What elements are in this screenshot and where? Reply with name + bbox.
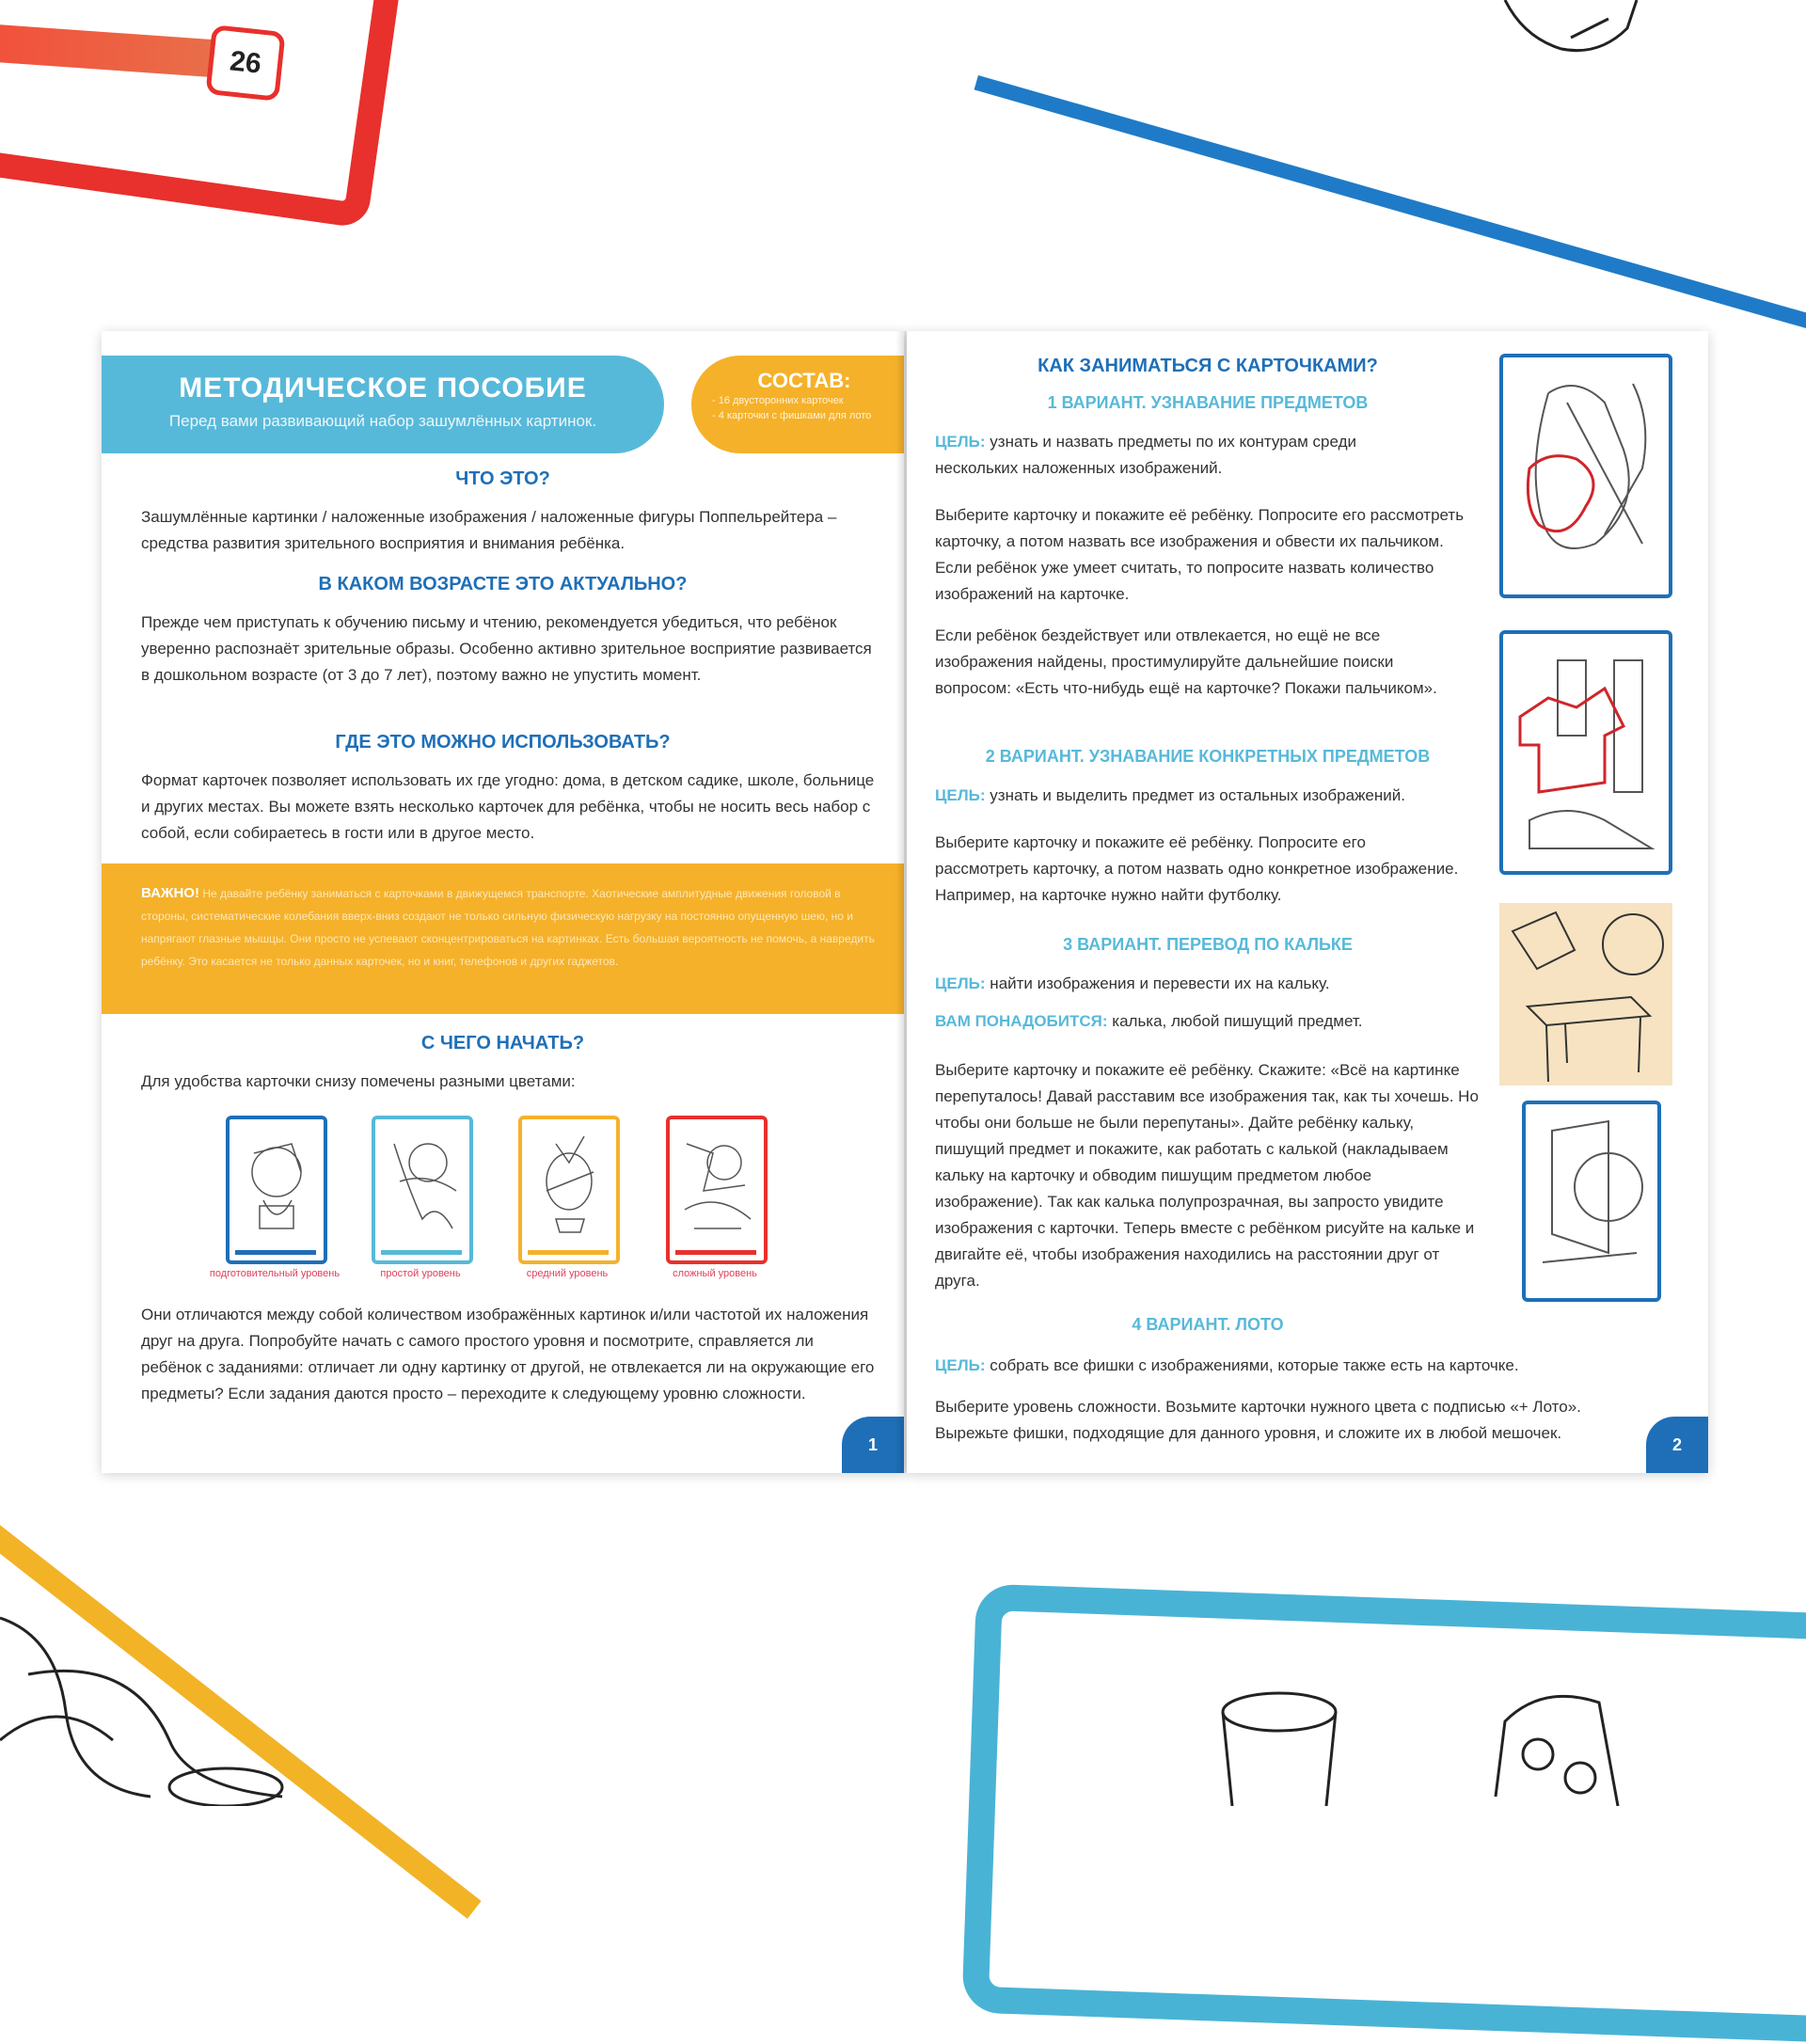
- important-body: Не давайте ребёнку заниматься с карточками в движущемся транспорте. Хаотические амплитудные движения головой в стороны, систематические колебания вверх-вниз создают не только сильную физическую нагрузку на постоянно опущенную шею, но и напрягают глазные мышцы. Они просто не успевают сконцентрироваться на картинках. Есть большая вероятность не помочь, а навредить ребёнку. Это касается не только данных карточек, но и книг, телефонов и других гаджетов.: [141, 887, 875, 968]
- traced-drawing-icon: [1499, 903, 1672, 1085]
- sostav-item: - 16 двусторонних карточек: [712, 395, 844, 406]
- level-card-preparatory: [226, 1116, 327, 1264]
- page-subtitle: Перед вами развивающий набор зашумлённых картинок.: [168, 412, 597, 430]
- example-card-2: [1499, 630, 1672, 875]
- card-drawing-icon: [528, 1125, 610, 1243]
- start-text: Они отличаются между собой количеством изображённых картинок и/или частотой их наложения друг на друга. Попробуйте начать с самого простого уровня и посмотрите, справляется ли ребёнок с заданиями: отличает ли одну картинку от другой, не отвлекается ли на окружающие его предметы? Если задания даются просто – переходите к следующему уровню сложности.: [141, 1306, 875, 1402]
- variant-text: Выберите уровень сложности. Возьмите карточки нужного цвета с подписью «+ Лото». Вырежьте фишки, подходящие для данного уровня, и сложите их в любой мешочек.: [935, 1398, 1581, 1442]
- sostav-item: - 4 карточки с фишками для лото: [712, 410, 872, 421]
- decor-number-badge: 26: [205, 24, 285, 102]
- page-number: 1: [842, 1417, 904, 1473]
- section-text: Прежде чем приступать к обучению письму и чтению, рекомендуется убедиться, что ребёнок уверенно распознаёт зрительные образы. Особенно активно зрительное восприятие развивается в дошкольном возрасте (от 3 до 7 лет), поэтому важно не упустить момент.: [141, 613, 872, 684]
- example-card-1: [1499, 354, 1672, 598]
- goal-label: ЦЕЛЬ:: [935, 1356, 986, 1374]
- variant-goal: [935, 783, 1481, 809]
- variant-need: [935, 1008, 1481, 1035]
- title-banner: [102, 356, 664, 453]
- card-drawing-icon: [1511, 365, 1661, 587]
- variant-text: Выберите карточку и покажите её ребёнку. Попросите его рассмотреть карточку, а потом назвать одно конкретное изображение. Например, на карточке нужно найти футболку.: [935, 833, 1459, 904]
- decor-blue-card: [961, 1583, 1806, 2043]
- decor-blue-line: [974, 75, 1806, 349]
- example-card-3: [1522, 1101, 1661, 1302]
- need-label: ВАМ ПОНАДОБИТСЯ:: [935, 1012, 1108, 1030]
- goal-text: собрать все фишки с изображениями, которые также есть на карточке.: [985, 1356, 1519, 1374]
- goal-text: узнать и назвать предметы по их контурам среди нескольких наложенных изображений.: [935, 433, 1356, 477]
- variant-text: Если ребёнок бездействует или отвлекается, но ещё не все изображения найдены, простимулируйте дальнейшие поиски вопросом: «Есть что-нибудь ещё на карточке? Покажи пальчиком».: [935, 626, 1437, 697]
- variant-heading: 4 ВАРИАНТ. ЛОТО: [1132, 1315, 1284, 1334]
- section-heading: С ЧЕГО НАЧАТЬ?: [420, 1033, 585, 1054]
- goal-label: ЦЕЛЬ:: [935, 786, 986, 804]
- level-label: средний уровень: [526, 1268, 609, 1279]
- start-intro: Для удобства карточки снизу помечены разными цветами:: [141, 1072, 576, 1090]
- goal-label: ЦЕЛЬ:: [935, 433, 986, 451]
- level-label: подготовительный уровень: [209, 1268, 341, 1279]
- card-drawing-icon: [235, 1125, 318, 1243]
- variant-goal: [935, 429, 1443, 482]
- variant-heading: 1 ВАРИАНТ. УЗНАВАНИЕ ПРЕДМЕТОВ: [1047, 393, 1369, 412]
- example-traced-images: [1499, 903, 1672, 1085]
- level-label: простой уровень: [380, 1268, 461, 1279]
- variant-heading: 2 ВАРИАНТ. УЗНАВАНИЕ КОНКРЕТНЫХ ПРЕДМЕТОВ: [985, 747, 1431, 766]
- section-text: Зашумлённые картинки / наложенные изображения / наложенные фигуры Поппельрейтера – средства развития зрительного восприятия и внимания ребёнка.: [141, 508, 837, 552]
- decor-drawing-top-right: [1486, 0, 1656, 66]
- variant-heading: 3 ВАРИАНТ. ПЕРЕВОД ПО КАЛЬКЕ: [1063, 935, 1353, 954]
- level-card-hard: [666, 1116, 768, 1264]
- page-number: 2: [1646, 1417, 1708, 1473]
- decor-drawing-bottom-left: [0, 1599, 357, 1806]
- decor-drawing-bottom-card: [1166, 1684, 1693, 1806]
- level-card-medium: [518, 1116, 620, 1264]
- sostav-box: [691, 356, 904, 453]
- card-drawing-icon: [381, 1125, 464, 1243]
- goal-text: узнать и выделить предмет из остальных изображений.: [985, 786, 1405, 804]
- important-label: ВАЖНО!: [141, 885, 199, 901]
- level-bar: [528, 1250, 609, 1255]
- page-title: МЕТОДИЧЕСКОЕ ПОСОБИЕ: [179, 372, 587, 404]
- booklet-page-left: [102, 331, 904, 1473]
- sostav-title: СОСТАВ:: [757, 369, 851, 392]
- goal-text: найти изображения и перевести их на кальку.: [985, 974, 1330, 992]
- level-bar: [235, 1250, 316, 1255]
- section-heading: В КАКОМ ВОЗРАСТЕ ЭТО АКТУАЛЬНО?: [318, 574, 688, 594]
- level-label: сложный уровень: [673, 1268, 757, 1279]
- booklet-page-right: [907, 331, 1708, 1473]
- card-drawing-icon: [675, 1125, 758, 1243]
- variant-goal: [935, 1353, 1669, 1379]
- section-text: Формат карточек позволяет использовать их где угодно: дома, в детском садике, школе, больнице и других местах. Вы можете взять несколько карточек для ребёнка, чтобы не носить весь набор с собой, если собираетесь в гости или в другое место.: [141, 771, 875, 842]
- important-box: [102, 864, 904, 1014]
- variant-text: Выберите карточку и покажите её ребёнку. Скажите: «Всё на картинке перепуталось! Давай расставим все изображения так, как ты хочешь. Но чтобы они больше не были перепутаны». Дайте ребёнку кальку, пишущий предмет и покажите, как работать с калькой (накладываем кальку на карточку и обводим пишущим предметом любое изображение). Так как калька полупрозрачная, вы запросто увидите изображения с карточки. Теперь вместе с ребёнком рисуйте на кальке и двигайте её, чтобы изображения находились на расстоянии друг от друга.: [935, 1061, 1479, 1290]
- card-drawing-icon: [1511, 642, 1661, 864]
- section-heading: ГДЕ ЭТО МОЖНО ИСПОЛЬЗОВАТЬ?: [335, 732, 671, 753]
- important-text: [141, 882, 875, 973]
- level-bar: [675, 1250, 756, 1255]
- level-bar: [381, 1250, 462, 1255]
- goal-label: ЦЕЛЬ:: [935, 974, 986, 992]
- level-card-simple: [372, 1116, 473, 1264]
- variant-text: Выберите карточку и покажите её ребёнку. Попросите его рассмотреть карточку, а потом назвать все изображения и обвести их пальчиком. Если ребёнок уже умеет считать, то попросите назвать количество изображений на карточке.: [935, 506, 1465, 603]
- section-heading: ЧТО ЭТО?: [455, 468, 550, 489]
- card-drawing-icon: [1533, 1112, 1650, 1291]
- variant-goal: [935, 971, 1481, 997]
- right-page-title: КАК ЗАНИМАТЬСЯ С КАРТОЧКАМИ?: [1038, 356, 1378, 376]
- need-text: калька, любой пишущий предмет.: [1107, 1012, 1363, 1030]
